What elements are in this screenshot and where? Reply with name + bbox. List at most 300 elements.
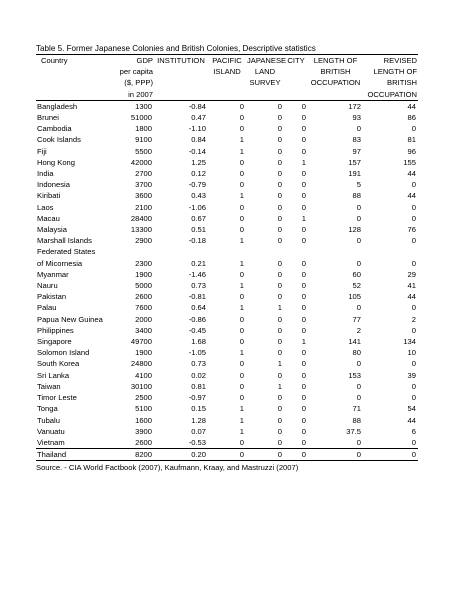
value-cell: 44 (407, 415, 416, 425)
value-cell: 0 (277, 348, 282, 358)
value-cell: 1.25 (191, 157, 206, 167)
table-row (36, 347, 418, 358)
column-header-length: OCCUPATION (310, 78, 361, 88)
value-cell: 2600 (112, 437, 154, 449)
table-row (36, 168, 418, 179)
value-cell: 0 (277, 180, 282, 190)
value-cell: -0.45 (188, 325, 206, 335)
value-cell: 54 (407, 404, 416, 414)
value-cell: 5500 (135, 146, 152, 156)
table-row (36, 269, 418, 280)
value-cell: 0 (411, 303, 416, 313)
value-cell: 0 (301, 135, 306, 145)
value-cell: 0.02 (191, 370, 206, 380)
country-cell: Thailand (36, 449, 112, 461)
value-cell: 0 (301, 236, 306, 246)
column-header-gdp: GDP (112, 55, 154, 67)
column-header-city (284, 89, 308, 101)
value-cell: 0 (356, 213, 361, 223)
header-row (36, 55, 418, 67)
value-cell: 0 (284, 437, 308, 449)
value-cell: 172 (348, 101, 361, 111)
value-cell: 0 (277, 370, 282, 380)
value-cell: 153 (348, 370, 361, 380)
descriptive-statistics-table (36, 54, 418, 461)
column-header-revised: LENGTH OF (373, 67, 417, 77)
table-row (36, 437, 418, 449)
value-cell: 0 (411, 213, 416, 223)
value-cell: 2600 (135, 292, 152, 302)
value-cell: 1 (239, 415, 244, 425)
value-cell: 0 (277, 236, 282, 246)
column-header-institution: INSTITUTION (154, 55, 208, 67)
table-row (36, 336, 418, 347)
value-cell: 0 (356, 258, 361, 268)
value-cell: 3600 (135, 191, 152, 201)
value-cell: 157 (348, 157, 361, 167)
value-cell (112, 246, 154, 257)
value-cell: 77 (352, 314, 361, 324)
value-cell: 0 (301, 348, 306, 358)
country-cell: India (37, 169, 54, 179)
value-cell: 0.20 (154, 449, 208, 461)
value-cell: 0 (239, 202, 244, 212)
country-cell: Laos (37, 202, 54, 212)
value-cell: 1 (239, 258, 244, 268)
value-cell: 0 (411, 325, 416, 335)
value-cell: -0.81 (188, 292, 206, 302)
column-header-country (36, 89, 112, 101)
value-cell: 0 (239, 169, 244, 179)
value-cell: 0 (301, 146, 306, 156)
table-source-note: Source. - CIA World Factbook (2007), Kaufmann, Kraay, and Mastruzzi (2007) (36, 463, 299, 473)
value-cell: 0 (277, 202, 282, 212)
value-cell: 0 (356, 381, 361, 391)
value-cell: 0 (277, 258, 282, 268)
value-cell: 1 (239, 191, 244, 201)
country-cell: Malaysia (37, 225, 67, 235)
value-cell: 0 (239, 314, 244, 324)
value-cell: 0 (208, 449, 246, 461)
value-cell: 0 (411, 381, 416, 391)
column-header-pacific: PACIFIC (208, 55, 246, 67)
value-cell: 0 (356, 303, 361, 313)
column-header-institution (154, 77, 208, 88)
value-cell: 0.73 (191, 281, 206, 291)
column-header-institution (154, 66, 208, 77)
column-header-length: BRITISH (320, 67, 351, 77)
table-header (36, 55, 418, 101)
table-row (36, 246, 418, 257)
table-row (36, 415, 418, 426)
column-header-pacific (208, 89, 246, 101)
value-cell: 96 (407, 146, 416, 156)
value-cell: 97 (352, 146, 361, 156)
value-cell: 0 (277, 426, 282, 436)
value-cell: -0.86 (188, 314, 206, 324)
value-cell: 0 (277, 404, 282, 414)
value-cell: 44 (407, 101, 416, 111)
value-cell: 0 (356, 393, 361, 403)
country-cell: Fiji (37, 146, 47, 156)
value-cell: 0 (277, 225, 282, 235)
value-cell: 0 (239, 101, 244, 111)
value-cell: 39 (407, 370, 416, 380)
table-row (36, 449, 418, 461)
value-cell: 41 (407, 281, 416, 291)
table-row (36, 280, 418, 291)
table-row (36, 224, 418, 235)
value-cell (363, 246, 418, 257)
country-cell: Vietnam (36, 437, 112, 449)
table-row (36, 100, 418, 112)
value-cell: 93 (352, 113, 361, 123)
value-cell: 0 (411, 258, 416, 268)
value-cell: 51000 (130, 113, 152, 123)
value-cell: 0 (411, 124, 416, 134)
value-cell: 0 (301, 101, 306, 111)
value-cell: 0.43 (191, 191, 206, 201)
table-row (36, 235, 418, 246)
value-cell: 5 (356, 180, 361, 190)
value-cell: 0 (277, 113, 282, 123)
value-cell: 28400 (130, 213, 152, 223)
column-header-japanese: LAND (254, 67, 276, 77)
value-cell: 0 (301, 292, 306, 302)
value-cell: 0 (301, 281, 306, 291)
value-cell (154, 246, 208, 257)
value-cell: 0 (277, 157, 282, 167)
value-cell: 1 (239, 135, 244, 145)
header-row (36, 66, 418, 77)
value-cell: 155 (403, 157, 416, 167)
country-cell: Hong Kong (37, 157, 75, 167)
value-cell: 13300 (130, 225, 152, 235)
value-cell: 44 (407, 292, 416, 302)
value-cell: 0 (239, 180, 244, 190)
value-cell: 0 (277, 135, 282, 145)
value-cell: 0 (301, 404, 306, 414)
value-cell: 0 (363, 437, 418, 449)
header-row (36, 77, 418, 88)
country-cell: Brunei (37, 113, 59, 123)
value-cell: 0 (277, 101, 282, 111)
value-cell: 0 (301, 359, 306, 369)
value-cell: 0 (277, 415, 282, 425)
value-cell: 0 (301, 202, 306, 212)
value-cell: 0.64 (191, 303, 206, 313)
value-cell: 2000 (135, 314, 152, 324)
column-header-pacific (208, 77, 246, 88)
value-cell: 0 (239, 269, 244, 279)
value-cell: 0.15 (191, 404, 206, 414)
value-cell: 128 (348, 225, 361, 235)
value-cell: 1.68 (191, 337, 206, 347)
value-cell: 0.51 (191, 225, 206, 235)
column-header-institution (154, 89, 208, 101)
value-cell: 10 (407, 348, 416, 358)
value-cell: 0 (277, 314, 282, 324)
value-cell: 44 (407, 191, 416, 201)
country-cell: Tonga (37, 404, 58, 414)
value-cell: 1900 (135, 269, 152, 279)
table-row (36, 403, 418, 414)
table-caption: Table 5. Former Japanese Colonies and British Colonies, Descriptive statistics (36, 44, 316, 53)
value-cell: 0 (301, 113, 306, 123)
country-cell: Vanuatu (37, 426, 65, 436)
column-header-length: LENGTH OF (308, 55, 363, 67)
column-header-pacific: ISLAND (213, 67, 241, 77)
value-cell: 0 (301, 225, 306, 235)
value-cell: 0 (277, 124, 282, 134)
value-cell: 0 (239, 124, 244, 134)
value-cell: 0 (239, 325, 244, 335)
value-cell: 8200 (112, 449, 154, 461)
value-cell: 2500 (135, 393, 152, 403)
value-cell: 0 (239, 381, 244, 391)
country-cell: Solomon Island (37, 348, 90, 358)
value-cell: 0 (284, 449, 308, 461)
value-cell: 81 (407, 135, 416, 145)
column-header-gdp: per capita (119, 67, 153, 77)
column-header-japanese: JAPANESE (247, 56, 287, 65)
column-header-length (308, 89, 363, 101)
value-cell: 1300 (135, 101, 152, 111)
country-cell: Marshall Islands (37, 236, 92, 246)
country-cell: Cook Islands (37, 135, 81, 145)
value-cell: 1 (239, 236, 244, 246)
value-cell: 0 (411, 393, 416, 403)
value-cell: 134 (403, 337, 416, 347)
table-row (36, 123, 418, 134)
value-cell: 0 (301, 381, 306, 391)
value-cell: 0 (301, 325, 306, 335)
value-cell: 1 (301, 337, 306, 347)
value-cell: 1 (277, 303, 282, 313)
value-cell: 0 (356, 124, 361, 134)
value-cell (284, 246, 308, 257)
country-cell: Indonesia (37, 180, 70, 190)
value-cell: -0.79 (188, 180, 206, 190)
value-cell: 3400 (135, 325, 152, 335)
column-header-revised: OCCUPATION (363, 89, 418, 101)
country-cell: Taiwan (37, 381, 61, 391)
column-header-city (284, 77, 308, 88)
value-cell: 0 (239, 292, 244, 302)
country-cell: Myanmar (37, 269, 69, 279)
value-cell: 44 (407, 169, 416, 179)
value-cell: 1900 (135, 348, 152, 358)
column-header-japanese (246, 89, 284, 101)
table-row (36, 370, 418, 381)
value-cell: 0.81 (191, 381, 206, 391)
value-cell: 1 (239, 404, 244, 414)
value-cell: 1 (239, 426, 244, 436)
value-cell: 0.84 (191, 135, 206, 145)
value-cell: 0 (411, 202, 416, 212)
value-cell: 1 (239, 281, 244, 291)
value-cell: 5100 (135, 404, 152, 414)
value-cell: 0 (277, 325, 282, 335)
value-cell: 1 (301, 213, 306, 223)
value-cell: 0 (301, 169, 306, 179)
value-cell: 191 (348, 169, 361, 179)
table-row (36, 302, 418, 313)
value-cell: 0 (246, 437, 284, 449)
value-cell: 0 (411, 236, 416, 246)
value-cell: 7600 (135, 303, 152, 313)
value-cell: 0 (277, 213, 282, 223)
value-cell: 0 (239, 393, 244, 403)
value-cell: -0.53 (154, 437, 208, 449)
value-cell: -1.10 (188, 124, 206, 134)
value-cell: 0 (301, 258, 306, 268)
value-cell: 1600 (135, 415, 152, 425)
table-row (36, 426, 418, 437)
value-cell: 1 (239, 348, 244, 358)
value-cell: 0 (277, 169, 282, 179)
value-cell: 0 (411, 180, 416, 190)
value-cell: 0 (277, 269, 282, 279)
value-cell: 0 (277, 393, 282, 403)
value-cell: 0 (301, 314, 306, 324)
value-cell: 76 (407, 225, 416, 235)
value-cell: 0.12 (191, 169, 206, 179)
value-cell: 4100 (135, 370, 152, 380)
country-cell: Papua New Guinea (37, 314, 103, 324)
value-cell: 0 (246, 449, 284, 461)
table-row (36, 134, 418, 145)
value-cell: 29 (407, 269, 416, 279)
value-cell: 0 (356, 359, 361, 369)
value-cell: 0 (239, 225, 244, 235)
country-cell: Cambodia (37, 124, 72, 134)
value-cell: 0 (277, 146, 282, 156)
value-cell: 0 (277, 292, 282, 302)
value-cell: 0 (363, 449, 418, 461)
country-cell: Kiribati (37, 191, 61, 201)
value-cell: 3700 (135, 180, 152, 190)
value-cell: -1.06 (188, 202, 206, 212)
country-cell: Philippines (37, 325, 74, 335)
value-cell: 0 (239, 370, 244, 380)
column-header-gdp: ($, PPP) (124, 78, 153, 88)
value-cell: 0 (301, 393, 306, 403)
table-row (36, 392, 418, 403)
value-cell: 6 (411, 426, 416, 436)
table-body (36, 100, 418, 461)
column-header-city: CITY (284, 55, 308, 67)
document-page (36, 44, 418, 473)
value-cell: -0.14 (188, 146, 206, 156)
value-cell: 86 (407, 113, 416, 123)
value-cell: 0 (301, 426, 306, 436)
value-cell: 1800 (135, 124, 152, 134)
value-cell: 2 (356, 325, 361, 335)
value-cell: 0 (301, 124, 306, 134)
country-cell: Nauru (37, 281, 58, 291)
value-cell: 37.5 (346, 426, 361, 436)
value-cell: 105 (348, 292, 361, 302)
value-cell: 24800 (130, 359, 152, 369)
value-cell: 9100 (135, 135, 152, 145)
country-cell: Bangladesh (37, 101, 78, 111)
table-row (36, 258, 418, 269)
value-cell: 0 (301, 191, 306, 201)
column-header-country: Country (36, 55, 112, 67)
value-cell: 0 (301, 269, 306, 279)
value-cell: 0 (301, 415, 306, 425)
column-header-gdp: in 2007 (112, 89, 154, 101)
value-cell: -0.18 (188, 236, 206, 246)
value-cell: 30100 (130, 381, 152, 391)
value-cell (246, 246, 284, 257)
value-cell: -1.05 (188, 348, 206, 358)
value-cell: 49700 (130, 337, 152, 347)
value-cell (208, 246, 246, 257)
country-cell: Sri Lanka (37, 370, 70, 380)
value-cell: 3900 (135, 426, 152, 436)
value-cell: 0 (277, 281, 282, 291)
value-cell: 1 (277, 359, 282, 369)
value-cell: 0 (208, 437, 246, 449)
header-row (36, 89, 418, 101)
value-cell: -0.84 (188, 101, 206, 111)
column-header-city (284, 66, 308, 77)
table-row (36, 213, 418, 224)
column-header-japanese: SURVEY (249, 78, 281, 88)
column-header-country (36, 77, 112, 88)
table-row (36, 179, 418, 190)
column-header-revised: REVISED (363, 55, 418, 67)
value-cell: 1 (277, 381, 282, 391)
value-cell: 1 (239, 146, 244, 156)
value-cell: 0 (239, 337, 244, 347)
value-cell: 1.28 (191, 415, 206, 425)
table-row (36, 314, 418, 325)
country-cell: Federated States (37, 247, 96, 257)
value-cell: 0.73 (191, 359, 206, 369)
value-cell: 0 (301, 303, 306, 313)
column-header-revised: BRITISH (387, 78, 417, 88)
value-cell: 1 (301, 157, 306, 167)
value-cell: 71 (352, 404, 361, 414)
value-cell: 141 (348, 337, 361, 347)
value-cell (308, 246, 363, 257)
value-cell: 60 (352, 269, 361, 279)
value-cell: 0 (356, 236, 361, 246)
value-cell: 2300 (135, 258, 152, 268)
value-cell: 0.67 (191, 213, 206, 223)
table-row (36, 381, 418, 392)
value-cell: 0 (301, 180, 306, 190)
value-cell: 0 (239, 157, 244, 167)
value-cell: 52 (352, 281, 361, 291)
country-cell: Pakistan (37, 292, 67, 302)
country-cell: Tubalu (37, 415, 60, 425)
table-row (36, 358, 418, 369)
table-row (36, 325, 418, 336)
value-cell: 88 (352, 191, 361, 201)
value-cell: 0 (239, 213, 244, 223)
value-cell: 83 (352, 135, 361, 145)
table-row (36, 146, 418, 157)
value-cell: 0 (239, 359, 244, 369)
country-cell: of Micornesia (37, 258, 83, 268)
country-cell: Macau (37, 213, 60, 223)
table-row (36, 112, 418, 123)
table-row (36, 157, 418, 168)
